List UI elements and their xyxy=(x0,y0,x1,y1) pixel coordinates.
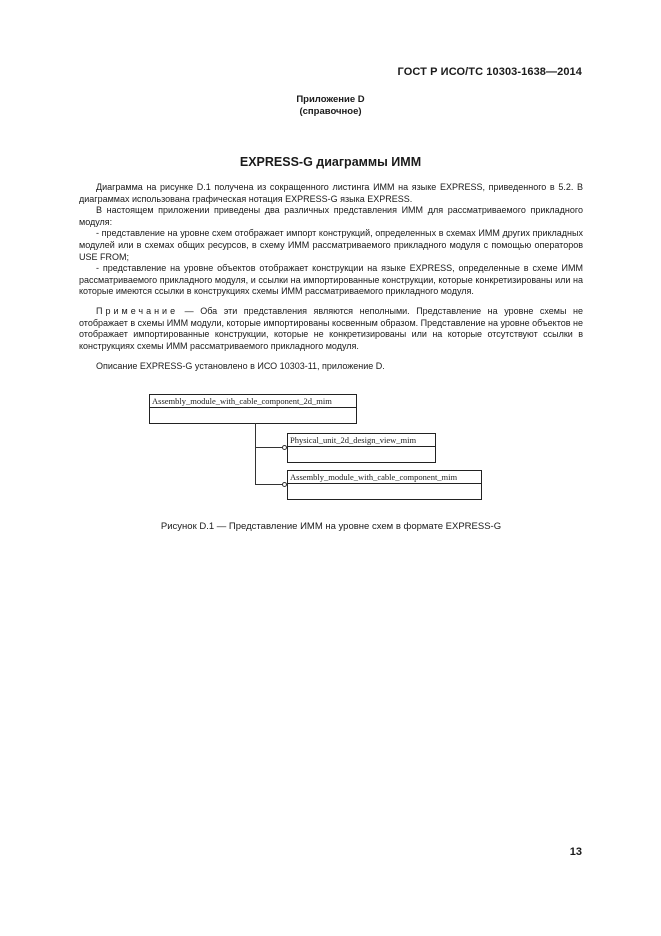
note-paragraph xyxy=(79,306,583,352)
paragraph-intro: Диаграмма на рисунке D.1 получена из сокращенного листинга ИММ на языке EXPRESS, приведенного в 5.2. В диаграммах использована графическая нотация EXPRESS-G языка EXPRESS. xyxy=(79,182,583,204)
schema-name-main: Assembly_module_with_cable_component_2d_mim xyxy=(150,395,356,408)
figure-caption: Рисунок D.1 — Представление ИММ на уровне схем в формате EXPRESS-G xyxy=(160,521,502,532)
schema-box-imported-1 xyxy=(287,433,436,463)
document-standard-header: ГОСТ Р ИСО/ТС 10303-1638—2014 xyxy=(397,66,582,78)
body-text-block xyxy=(79,182,583,298)
appendix-type: (справочное) xyxy=(299,106,362,117)
schema-name-imported-2: Assembly_module_with_cable_component_mim xyxy=(288,471,481,484)
paragraph-representations: В настоящем приложении приведены два различных представления ИММ для рассматриваемого прикладного модуля: xyxy=(79,205,583,227)
schema-box-imported-2 xyxy=(287,470,482,500)
schema-box-main xyxy=(149,394,357,424)
appendix-label: Приложение D xyxy=(296,94,365,105)
note-text: — Оба эти представления являются неполными. Представление на уровне схемы не отображает в схемы ИММ модули, которые импортированы косвенным образом. Представление на уровне объектов не отображает импортированные конструкции, которые не конкретизированы или на которые отсутствуют ссылки в конструкциях схемы ИММ рассматриваемого прикладного модуля. xyxy=(79,306,583,351)
section-title: EXPRESS-G диаграммы ИММ xyxy=(239,155,422,169)
page-number: 13 xyxy=(569,846,582,858)
paragraph-schema-level: - представление на уровне схем отображает импорт конструкций, определенных в схемах ИММ других прикладных модулей или в схемах общих ресурсов, в схему ИММ рассматриваемого прикладного модуля с помощью операторов USE FROM; xyxy=(79,228,583,262)
express-g-reference xyxy=(79,361,583,373)
connector-vertical xyxy=(255,423,256,485)
note-block xyxy=(79,306,583,352)
paragraph-reference: Описание EXPRESS-G установлено в ИСО 10303-11, приложение D. xyxy=(96,361,385,371)
paragraph-object-level: - представление на уровне объектов отображает конструкции на языке EXPRESS, определенные в схеме ИММ рассматриваемого прикладного модуля, и ссылки на импортированные конструкции, которые конкретизированы или на которые имеются ссылки в конструкциях схемы ИММ рассматриваемого прикладного модуля. xyxy=(79,263,583,297)
schema-name-imported-1: Physical_unit_2d_design_view_mim xyxy=(288,434,435,447)
note-label: Примечание xyxy=(96,306,179,316)
